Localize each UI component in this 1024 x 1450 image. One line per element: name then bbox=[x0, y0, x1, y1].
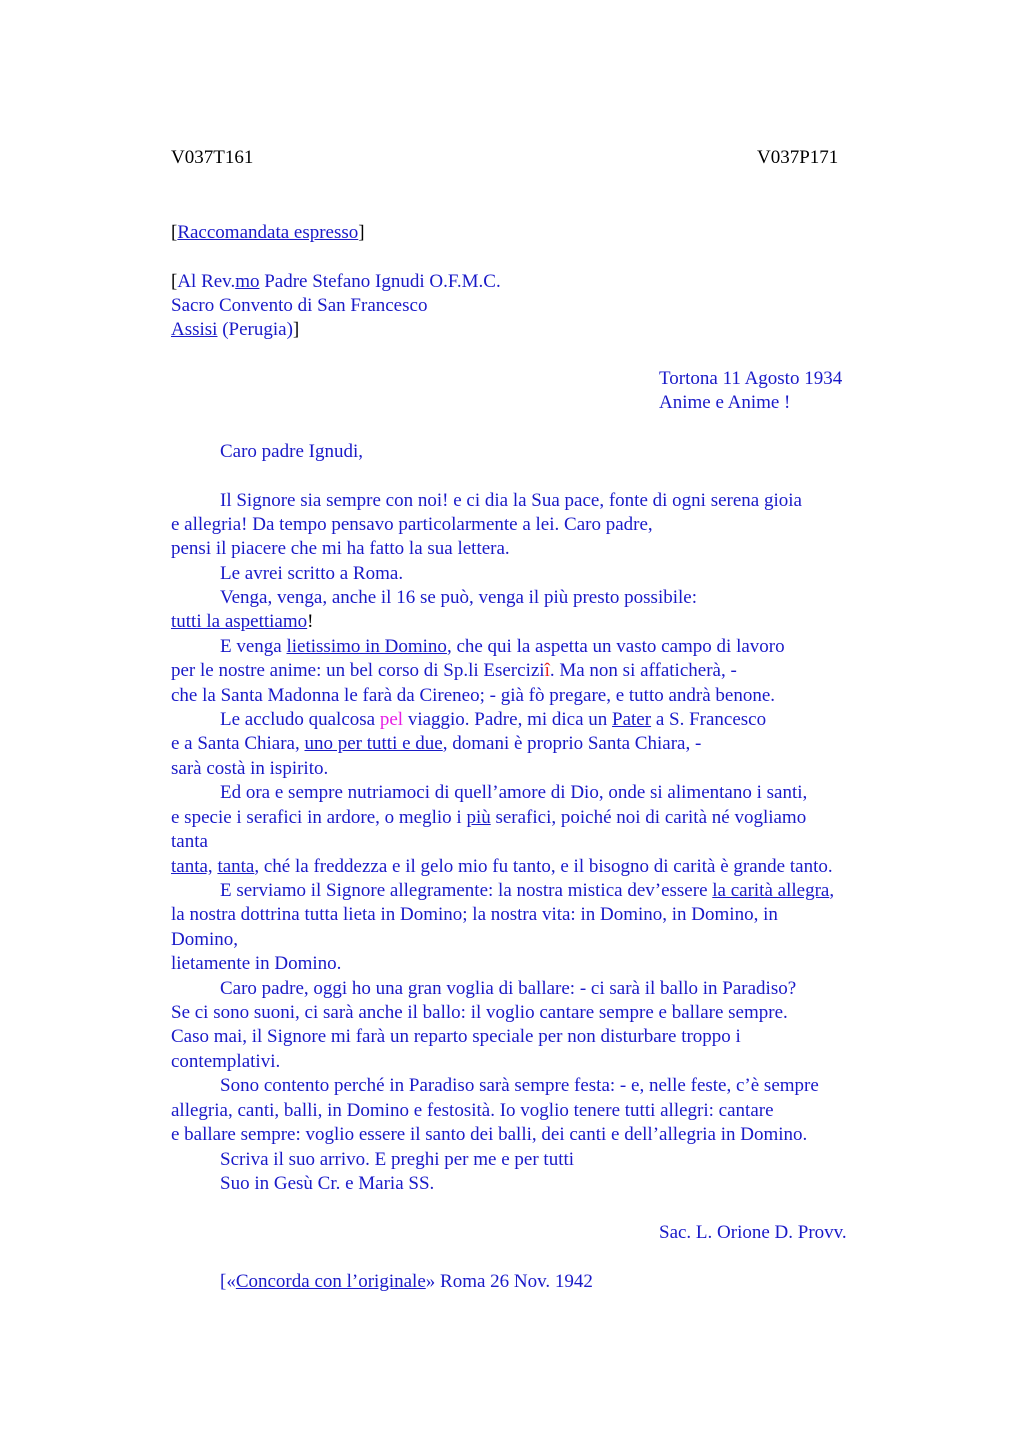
body-line: Sono contento perché in Paradiso sarà sempre festa: - e, nelle feste, c’è sempre bbox=[220, 1075, 819, 1096]
body-line: contemplativi. bbox=[171, 1051, 281, 1072]
body-line: E venga lietissimo in Domino, che qui la aspetta un vasto campo di lavoro bbox=[220, 636, 785, 657]
body-line: pensi il piacere che mi ha fatto la sua lettera. bbox=[171, 538, 510, 559]
body-line: Venga, venga, anche il 16 se può, venga il più presto possibile: bbox=[220, 587, 698, 608]
body-line: e ballare sempre: voglio essere il santo dei balli, dei canti e dell’allegria in Domino. bbox=[171, 1124, 808, 1145]
body-line: lietamente in Domino. bbox=[171, 953, 342, 974]
address-line-1: [Al Rev.mo Padre Stefano Ignudi O.F.M.C. bbox=[171, 271, 501, 292]
place-date: Tortona 11 Agosto 1934 bbox=[659, 368, 843, 389]
body-line: Domino, bbox=[171, 929, 239, 950]
body-line: allegria, canti, balli, in Domino e festosità. Io voglio tenere tutti allegri: cantare bbox=[171, 1100, 774, 1121]
address-line-3: Assisi (Perugia)] bbox=[171, 319, 300, 340]
body-line: che la Santa Madonna le farà da Cireneo; - già fò pregare, e tutto andrà benone. bbox=[171, 685, 776, 706]
body-line: Se ci sono suoni, ci sarà anche il ballo: il voglio cantare sempre e ballare sempre. bbox=[171, 1002, 788, 1023]
body-line: tanta bbox=[171, 831, 208, 852]
body-line: E serviamo il Signore allegramente: la nostra mistica dev’essere la carità allegra, bbox=[220, 880, 835, 901]
address-line-2: Sacro Convento di San Francesco bbox=[171, 295, 428, 316]
body-line: Scriva il suo arrivo. E preghi per me e per tutti bbox=[220, 1149, 575, 1170]
motto: Anime e Anime ! bbox=[659, 392, 791, 413]
body-line: per le nostre anime: un bel corso di Sp.li Eserciziî. Ma non si affaticherà, - bbox=[171, 660, 737, 681]
body-line: Le avrei scritto a Roma. bbox=[220, 563, 404, 584]
body-line: e specie i serafici in ardore, o meglio i più serafici, poiché noi di carità né vogliamo bbox=[171, 807, 807, 828]
footer-note: [«Concorda con l’originale» Roma 26 Nov. 1942 bbox=[220, 1271, 593, 1292]
doc-code-left: V037T161 bbox=[171, 147, 254, 168]
body-line: Il Signore sia sempre con noi! e ci dia la Sua pace, fonte di ogni serena gioia bbox=[220, 490, 802, 511]
salutation: Caro padre Ignudi, bbox=[220, 441, 363, 462]
body-line: sarà costà in ispirito. bbox=[171, 758, 329, 779]
body-line: Le accludo qualcosa pel viaggio. Padre, mi dica un Pater a S. Francesco bbox=[220, 709, 767, 730]
body-line: Caso mai, il Signore mi farà un reparto speciale per non disturbare troppo i bbox=[171, 1026, 741, 1047]
body-line: tutti la aspettiamo! bbox=[171, 611, 314, 632]
body-line: la nostra dottrina tutta lieta in Domino; la nostra vita: in Domino, in Domino, in bbox=[171, 904, 778, 925]
body-line: tanta, tanta, ché la freddezza e il gelo mio fu tanto, e il bisogno di carità è grande tanto. bbox=[171, 856, 833, 877]
body-line: Caro padre, oggi ho una gran voglia di ballare: - ci sarà il ballo in Paradiso? bbox=[220, 978, 797, 999]
raccomandata-text: Raccomandata espresso bbox=[177, 222, 359, 243]
doc-code-right: V037P171 bbox=[757, 147, 839, 168]
body-line: e allegria! Da tempo pensavo particolarmente a lei. Caro padre, bbox=[171, 514, 653, 535]
signature: Sac. L. Orione D. Provv. bbox=[659, 1222, 847, 1243]
body-line: e a Santa Chiara, uno per tutti e due, domani è proprio Santa Chiara, - bbox=[171, 733, 702, 754]
body-line: Ed ora e sempre nutriamoci di quell’amore di Dio, onde si alimentano i santi, bbox=[220, 782, 808, 803]
body-line: Suo in Gesù Cr. e Maria SS. bbox=[220, 1173, 435, 1194]
raccomandata-line: [Raccomandata espresso] bbox=[171, 222, 365, 243]
